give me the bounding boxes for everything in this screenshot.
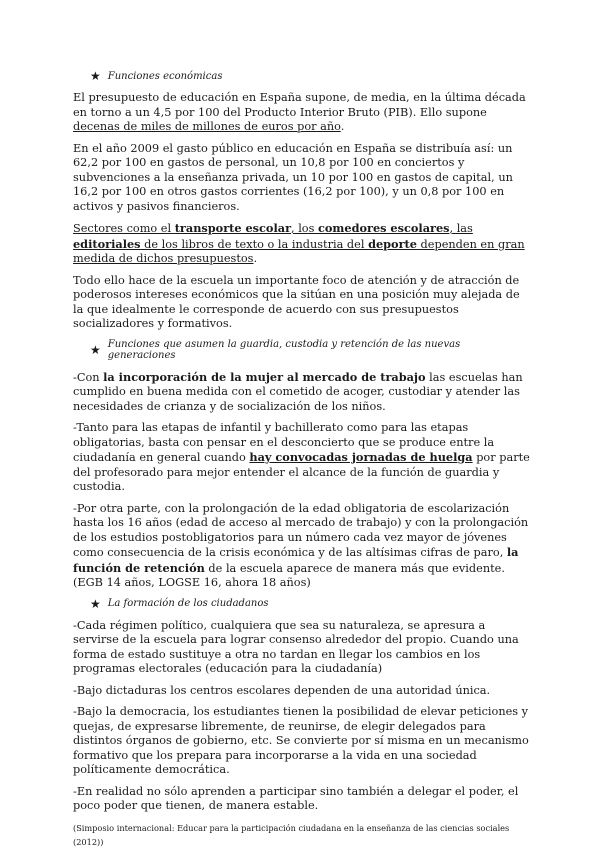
text: , las <box>449 222 473 235</box>
text: -Por otra parte, con la prolongación de la edad obligatoria de escolarización hasta los 16 años (edad de acceso al mercado de trabajo) y con la prolongación de los estudios postobligatorios para un número cada vez mayor de jóvenes como consecuencia de la crisis económica y de las altísimas cifras de paro, <box>73 501 529 559</box>
citation: (Simposio internacional: Educar para la participación ciudadana en la enseñanza de las ciencias sociales (2012)) <box>73 822 510 847</box>
bold-text: la incorporación de la mujer al mercado de trabajo <box>103 369 426 384</box>
paragraph: -Cada régimen político, cualquiera que sea su naturaleza, se apresura a servirse de la escuela para lograr consenso alrededor del propio. Cuando una forma de estado sustituye a otra no tardan en llegar los cambios en los programas electorales (educación para la ciudadanía) <box>73 618 519 675</box>
underlined-text: decenas de miles de millones de euros por año <box>73 120 341 133</box>
text: por parte del profesorado para mejor entender el alcance de la función de guardia y custodia. <box>73 451 530 493</box>
paragraph: -Bajo la democracia, los estudiantes tienen la posibilidad de elevar peticiones y quejas, de expresarse libremente, de reunirse, de elegir delegados para distintos órganos de gobierno, etc. Se convierte por sí misma en un mecanismo formativo que los prepara para incorporarse a la vida en una sociedad políticamente democrática. <box>73 705 529 776</box>
paragraph <box>73 370 531 415</box>
heading-text: Funciones económicas <box>107 70 223 82</box>
text: de la escuela aparece de manera más que evidente. (EGB 14 años, LOGSE 16, ahora 18 años) <box>73 561 505 589</box>
text: El presupuesto de educación en España supone, de media, en la última década en torno a un 4,5 por 100 del Producto Interior Bruto (PIB). Ello supone <box>73 91 526 119</box>
text: -Tanto para las etapas de infantil y bachillerato como para las etapas obligatorias, basta con pensar en el desconcierto que se produce entre la ciudadanía en general cuando <box>73 421 495 464</box>
heading-text: Funciones que asumen la guardia, custodia y retención de las nuevas generaciones <box>107 338 461 361</box>
section-heading-custody <box>90 339 531 361</box>
text: Sectores como el <box>73 222 175 235</box>
paragraph: Todo ello hace de la escuela un importante foco de atención y de atracción de poderosos intereses económicos que la sitúan en una posición muy alejada de la que idealmente le corresponde de acuerdo con sus presupuestos socializadores y formativos. <box>73 273 520 330</box>
paragraph <box>73 221 531 267</box>
star-icon: ★ <box>90 342 101 357</box>
paragraph <box>73 91 531 135</box>
text: las escuelas han cumplido en buena medida con el cometido de acoger, custodiar y atender las necesidades de crianza y de socialización de los niños. <box>73 370 523 413</box>
bold-text: la función de retención <box>73 545 519 575</box>
document-body <box>73 70 531 857</box>
paragraph: -En realidad no sólo aprenden a participar sino también a delegar el poder, el poco poder que tienen, de manera estable. <box>73 784 519 812</box>
paragraph: -Bajo dictaduras los centros escolares dependen de una autoridad única. <box>73 683 491 697</box>
text: , los <box>291 222 319 235</box>
star-icon: ★ <box>90 596 101 611</box>
heading-text: La formación de los ciudadanos <box>107 598 269 609</box>
bold-underlined-text: hay convocadas jornadas de huelga <box>249 450 473 464</box>
section-heading-economic <box>90 70 531 82</box>
text: de los libros de texto o la industria del <box>140 237 369 251</box>
paragraph: En el año 2009 el gasto público en educación en España se distribuía así: un 62,2 por 100 en gastos de personal, un 10,8 por 100 en conciertos y subvenciones a la enseñanza privada, un 10 por 100 en gastos de capital, un 16,2 por 100 en otros gastos corrientes (16,2 por 100), y un 0,8 por 100 en activos y pasivos financieros. <box>73 141 513 213</box>
bold-text: transporte escolar <box>174 221 292 235</box>
text: dependen en gran medida de dichos presupuestos <box>73 237 525 265</box>
text: . <box>253 252 258 265</box>
bold-text: editoriales <box>73 236 141 251</box>
underlined-span <box>73 222 525 265</box>
section-heading-citizens <box>90 598 531 610</box>
text: . <box>340 120 345 133</box>
bold-text: deporte <box>368 236 417 251</box>
bold-text: comedores escolares <box>318 221 450 235</box>
paragraph <box>73 502 531 591</box>
paragraph <box>73 421 531 495</box>
text: -Con <box>73 370 104 384</box>
star-icon: ★ <box>90 69 101 83</box>
